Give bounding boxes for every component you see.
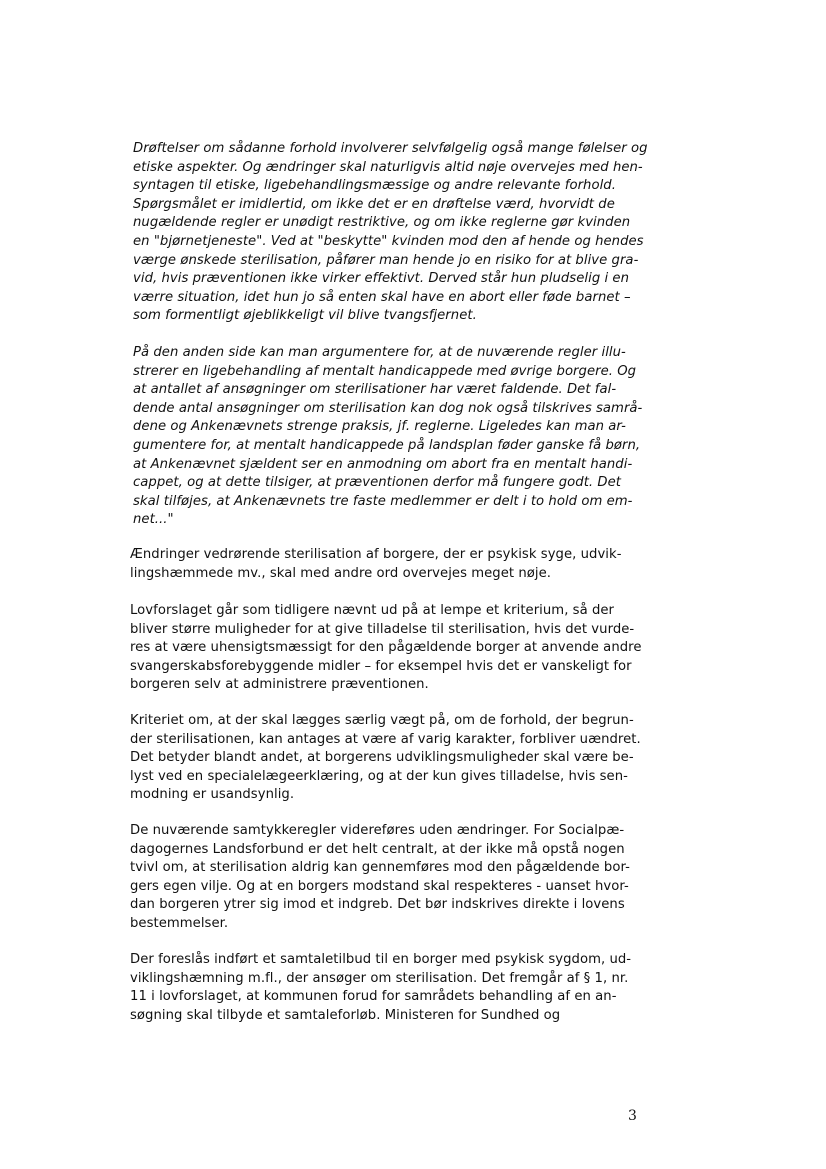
text-line: borgeren selv at administrere præventionen. (130, 677, 429, 693)
text-line: dagogernes Landsforbund er det helt centralt, at der ikke må opstå nogen (130, 841, 625, 857)
text-line: skal tilføjes, at Ankenævnets tre faste medlemmer er delt i to hold om em- (133, 493, 633, 509)
text-line: net..." (133, 512, 174, 528)
text-line: der sterilisationen, kan antages at være af varig karakter, forbliver uændret. (130, 731, 641, 747)
paragraph-4 (130, 602, 642, 695)
paragraph-quote-2 (133, 344, 642, 530)
text-line: strerer en ligebehandling af mentalt handicappede med øvrige borgere. Og (133, 363, 637, 379)
paragraph-7 (130, 951, 631, 1025)
text-line: etiske aspekter. Og ændringer skal naturligvis altid nøje overvejes med hen- (133, 159, 643, 175)
text-line: Kriteriet om, at der skal lægges særlig vægt på, om de forhold, der begrun- (130, 713, 634, 728)
text-line: dene og Ankenævnets strenge praksis, jf. reglerne. Ligeledes kan man ar- (133, 419, 626, 435)
paragraph-quote-1 (133, 140, 648, 326)
text-line: som formentligt øjeblikkeligt vil blive tvangsfjernet. (133, 308, 477, 324)
text-line: Det betyder blandt andet, at borgerens udviklingsmuligheder skal være be- (130, 750, 634, 766)
text-line: svangerskabsforebyggende midler – for eksempel hvis det er vanskeligt for (130, 658, 632, 674)
text-line: lingshæmmede mv., skal med andre ord overvejes meget nøje. (130, 565, 551, 581)
text-line: Drøftelser om sådanne forhold involverer selvfølgelig også mange følelser og (133, 141, 648, 156)
text-line: På den anden side kan man argumentere for, at de nuværende regler illu- (133, 345, 626, 360)
paragraph-5 (130, 712, 641, 805)
text-line: lyst ved en specialelægeerklæring, og at der kun gives tilladelse, hvis sen- (130, 768, 628, 784)
paragraph-6 (130, 822, 630, 934)
text-line: Ændringer vedrørende sterilisation af borgere, der er psykisk syge, udvik- (130, 547, 622, 562)
text-line: søgning skal tilbyde et samtaleforløb. Ministeren for Sundhed og (130, 1007, 561, 1023)
text-line: værge ønskede sterilisation, påfører man hende jo en risiko for at blive gra- (133, 252, 639, 268)
text-line: en "bjørnetjeneste". Ved at "beskytte" kvinden mod den af hende og hendes (133, 233, 644, 249)
text-line: Der foreslås indført et samtaletilbud til en borger med psykisk sygdom, ud- (130, 952, 632, 967)
paragraph-3 (130, 546, 622, 583)
text-line: Spørgsmålet er imidlertid, om ikke det er en drøftelse værd, hvorvidt de (133, 196, 615, 212)
text-line: tvivl om, at sterilisation aldrig kan gennemføres mod den pågældende bor- (130, 860, 630, 876)
text-line: værre situation, idet hun jo så enten skal have en abort eller føde barnet – (133, 289, 631, 305)
text-line: Lovforslaget går som tidligere nævnt ud på at lempe et kriterium, så der (130, 603, 615, 618)
text-line: gumentere for, at mentalt handicappede på landsplan føder ganske få børn, (133, 437, 641, 453)
text-line: cappet, og at dette tilsiger, at præventionen derfor må fungere godt. Det (133, 475, 621, 491)
text-line: syntagen til etiske, ligebehandlingsmæssige og andre relevante forhold. (133, 178, 616, 194)
text-line: gers egen vilje. Og at en borgers modstand skal respekteres - uanset hvor- (130, 878, 629, 894)
text-line: modning er usandsynlig. (130, 787, 295, 803)
text-line: dende antal ansøgninger om sterilisation kan dog nok også tilskrives samrå- (133, 400, 643, 416)
text-line: dan borgeren ytrer sig imod et indgreb. Det bør indskrives direkte i lovens (130, 897, 625, 913)
text-line: De nuværende samtykkeregler videreføres uden ændringer. For Socialpæ- (130, 823, 625, 838)
page-number: 3 (628, 1108, 637, 1124)
text-line: nugældende regler er unødigt restriktive, og om ikke reglerne gør kvinden (133, 215, 631, 231)
text-line: bestemmelser. (130, 915, 229, 931)
text-line: viklingshæmning m.fl., der ansøger om sterilisation. Det fremgår af § 1, nr. (130, 970, 629, 986)
text-line: at antallet af ansøgninger om sterilisationer har været faldende. Det fal- (133, 382, 617, 398)
text-line: res at være uhensigtsmæssigt for den pågældende borger at anvende andre (130, 640, 642, 656)
text-line: vid, hvis præventionen ikke virker effektivt. Derved står hun pludselig i en (133, 271, 630, 287)
text-line: at Ankenævnet sjældent ser en anmodning om abort fra en mentalt handi- (133, 456, 633, 472)
text-line: bliver større muligheder for at give tilladelse til sterilisation, hvis det vurde- (130, 621, 635, 637)
text-line: 11 i lovforslaget, at kommunen forud for samrådets behandling af en an- (130, 989, 617, 1005)
